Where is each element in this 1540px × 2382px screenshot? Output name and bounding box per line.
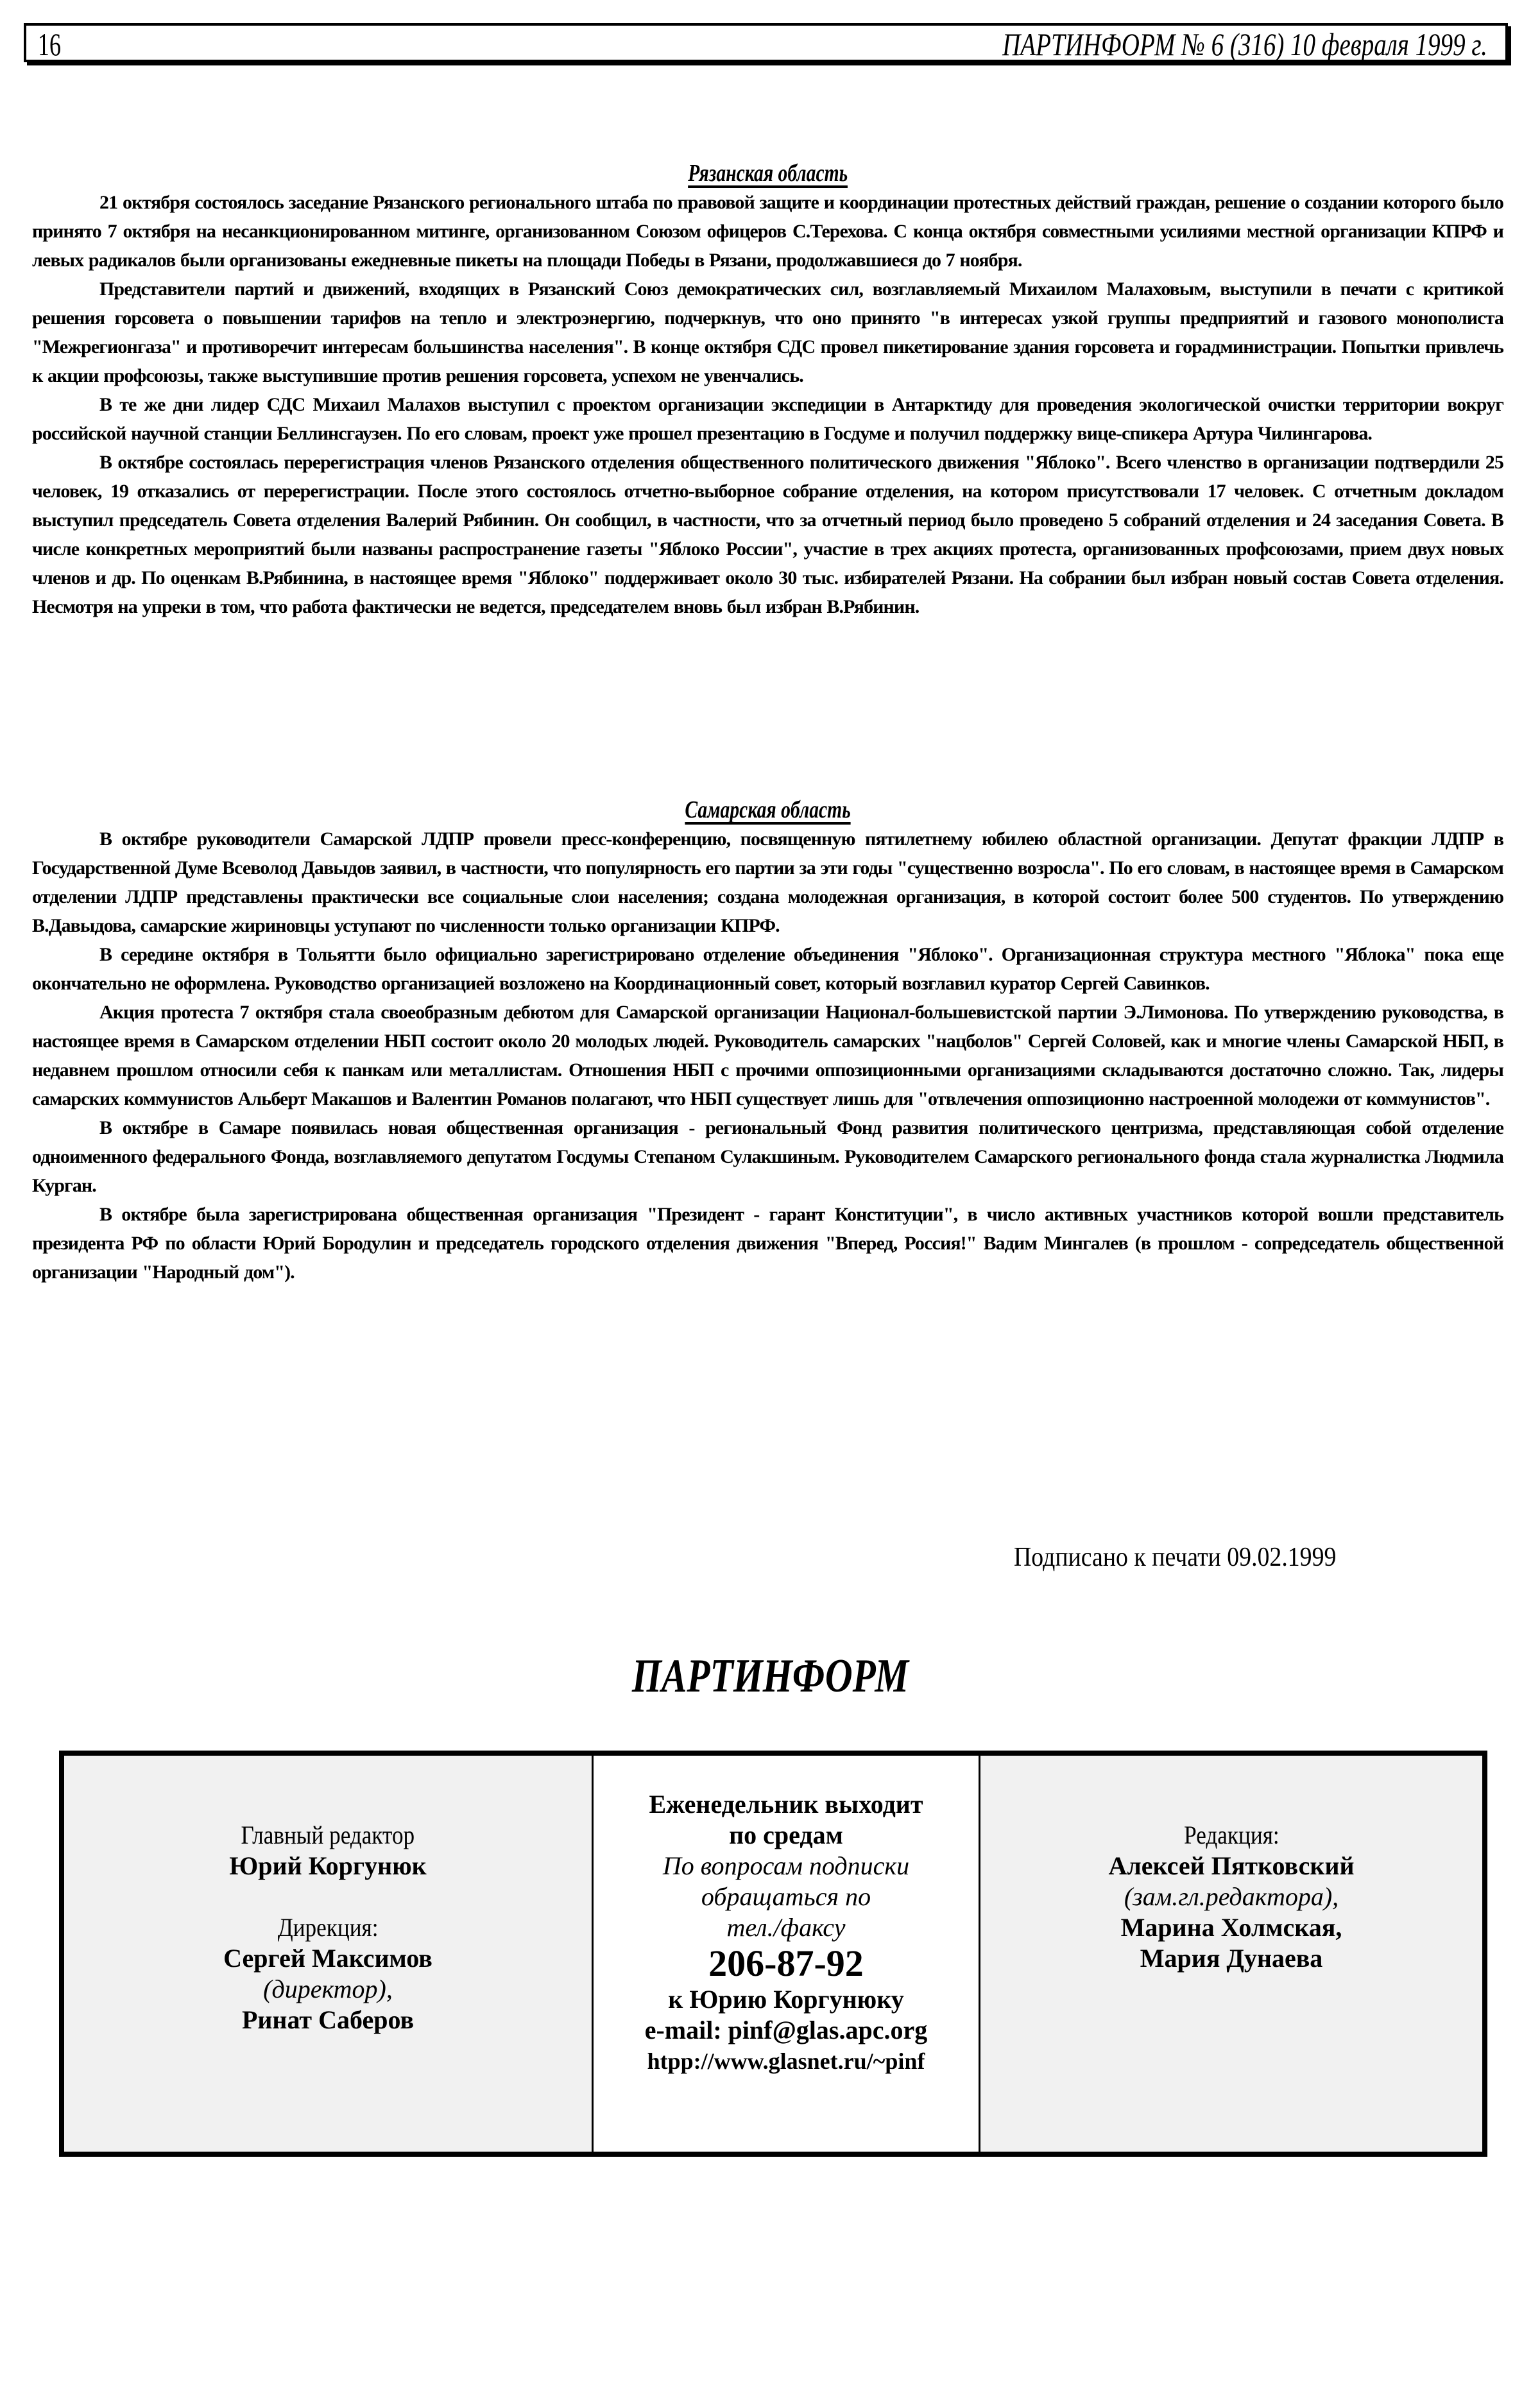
editor-name: Мария Дунаева (1140, 1944, 1323, 1973)
chief-editor-name: Юрий Коргунюк (229, 1851, 427, 1880)
paragraph: В октябре состоялась перерегистрация членов Рязанского отделения общественного политического движения "Яблоко". Всего членство в организации подтвердили 25 человек, 19 отказались от перерегистрации. После этого состоялось отчетно-выборное собрание отделения, на котором присутствовали 17 человек. С отчетным докладом выступил председатель Совета отделения Валерий Рябинин. Он сообщил, в частности, что за отчетный период было проведено 5 собраний отделения и 24 заседания Совета. В числе конкретных мероприятий были названы распространение газеты "Яблоко России", участие в трех акциях протеста, организованных профсоюзами, прием двух новых членов и др. По оценкам В.Рябинина, в настоящее время "Яблоко" поддерживает около 30 тыс. избирателей Рязани. На собрании был избран новый состав Совета отделения. Несмотря на упреки в том, что работа фактически не ведется, председателем вновь был избран В.Рябинин. (32, 452, 1503, 617)
subscription-note-2: обращаться по (701, 1882, 871, 1911)
imprint-right (980, 1756, 1482, 2152)
imprint-box (59, 1751, 1487, 2157)
second-director-name: Ринат Саберов (241, 2005, 415, 2034)
paragraph: В те же дни лидер СДС Михаил Малахов выступил с проектом организации экспедиции в Антарктиду для проведения экологической очистки территории вокруг российской научной станции Беллинсгаузен. По его словам, проект уже прошел презентацию в Госдуме и получил поддержку вице-спикера Артура Чилингарова. (32, 394, 1503, 444)
subscription-note: По вопросам подписки (662, 1851, 910, 1880)
director-name: Сергей Максимов (223, 1944, 432, 1973)
contact-person: к Юрию Коргунюку (668, 1985, 904, 2014)
section-samara (32, 796, 1503, 1287)
website-link[interactable]: htpp://www.glasnet.ru/~pinf (647, 2048, 925, 2074)
paragraph: В середине октября в Тольятти было официально зарегистрировано отделение объединения "Яблоко". Организационная структура местного "Яблока" пока еще окончательно не оформлена. Руководство организацией возложено на Координационный совет, который возглавил куратор Сергей Савинков. (32, 944, 1503, 994)
section-title: Рязанская область (687, 160, 848, 187)
editor-name: Алексей Пятковский (1108, 1851, 1355, 1880)
phone-number: 206-87-92 (708, 1942, 864, 1984)
section-ryazan (32, 159, 1503, 621)
issue-title: ПАРТИНФОРМ № 6 (316) 10 февраля 1999 г. (1002, 26, 1487, 62)
editorial-label: Редакция: (1183, 1821, 1279, 1849)
page-header (24, 23, 1508, 62)
imprint-middle (592, 1756, 980, 2152)
paragraph: В октябре руководители Самарской ЛДПР провели пресс-конференцию, посвященную пятилетнему юбилею областной организации. Депутат фракции ЛДПР в Государственной Думе Всеволод Давыдов заявил, в частности, что популярность его партии за эти годы "существенно возросла". По его словам, в настоящее время в Самарском отделении ЛДПР представлены практически все социальные слои населения; создана молодежная организация, в которой состоит более 500 студентов. По утверждению В.Давыдова, самарские жириновцы уступают по численности только организации КПРФ. (32, 828, 1503, 936)
paragraph: Акция протеста 7 октября стала своеобразным дебютом для Самарской организации Национал-большевистской партии Э.Лимонова. По утверждению руководства, в настоящее время в Самарском отделении НБП состоит около 20 молодых людей. Руководитель самарских "нацболов" Сергей Соловей, как и многие члены Самарской НБП, в недавнем прошлом относили себя к панкам или металлистам. Отношения НБП с прочими оппозиционными организациями складываются достаточно сложно. Так, лидеры самарских коммунистов Альберт Макашов и Валентин Романов полагают, что НБП существует лишь для "отвлечения оппозиционно настроенной молодежи от коммунистов". (32, 1002, 1503, 1110)
paragraph: Представители партий и движений, входящих в Рязанский Союз демократических сил, возглавляемый Михаилом Малаховым, выступили в печати с критикой решения горсовета о повышении тарифов на тепло и электроэнергию, подчеркнув, что оно принято "в интересах узкой группы предприятий и газового монополиста "Межрегионгаза" и противоречит интересам большинства населения". В конце октября СДС провел пикетирование здания горсовета и горадминистрации. Попытки привлечь к акции профсоюзы, также выступившие против решения горсовета, успехом не увенчались. (32, 278, 1503, 386)
subscription-note-3: тел./факсу (726, 1913, 846, 1942)
editor-name: Марина Холмская, (1120, 1913, 1342, 1942)
chief-editor-label: Главный редактор (241, 1821, 415, 1849)
weekly-note-2: по средам (729, 1821, 843, 1849)
imprint-left (64, 1756, 592, 2152)
signed-to-print: Подписано к печати 09.02.1999 (1014, 1543, 1337, 1572)
section-title: Самарская область (685, 796, 851, 823)
masthead-title: ПАРТИНФОРМ (631, 1650, 909, 1702)
paragraph: В октябре была зарегистрирована общественная организация "Президент - гарант Конституции", в число активных участников которой вошли представитель президента РФ по области Юрий Бородулин и председатель городского отделения движения "Вперед, Россия!" Вадим Мингалев (в прошлом - сопредседатель общественной организации "Народный дом"). (32, 1204, 1503, 1283)
weekly-note: Еженедельник выходит (649, 1790, 923, 1819)
director-role: (директор), (263, 1975, 393, 2003)
paragraph: 21 октября состоялось заседание Рязанского регионального штаба по правовой защите и координации протестных действий граждан, решение о создании которого было принято 7 октября на несанкционированном митинге, организованном Союзом офицеров С.Терехова. С конца октября совместными усилиями местной организации КПРФ и левых радикалов были организованы ежедневные пикеты на площади Победы в Рязани, продолжавшиеся до 7 ноября. (32, 192, 1503, 271)
paragraph: В октябре в Самаре появилась новая общественная организация - региональный Фонд развития политического центризма, представляющая собой отделение одноименного федерального Фонда, возглавляемого депутатом Госдумы Степаном Сулакшиным. Руководителем Самарского регионального фонда стала журналистка Людмила Курган. (32, 1117, 1503, 1196)
email-link[interactable]: e-mail: pinf@glas.apc.org (644, 2016, 928, 2044)
editor-role: (зам.гл.редактора), (1124, 1882, 1339, 1911)
page-number: 16 (38, 26, 61, 62)
direction-label: Дирекция: (277, 1913, 379, 1942)
